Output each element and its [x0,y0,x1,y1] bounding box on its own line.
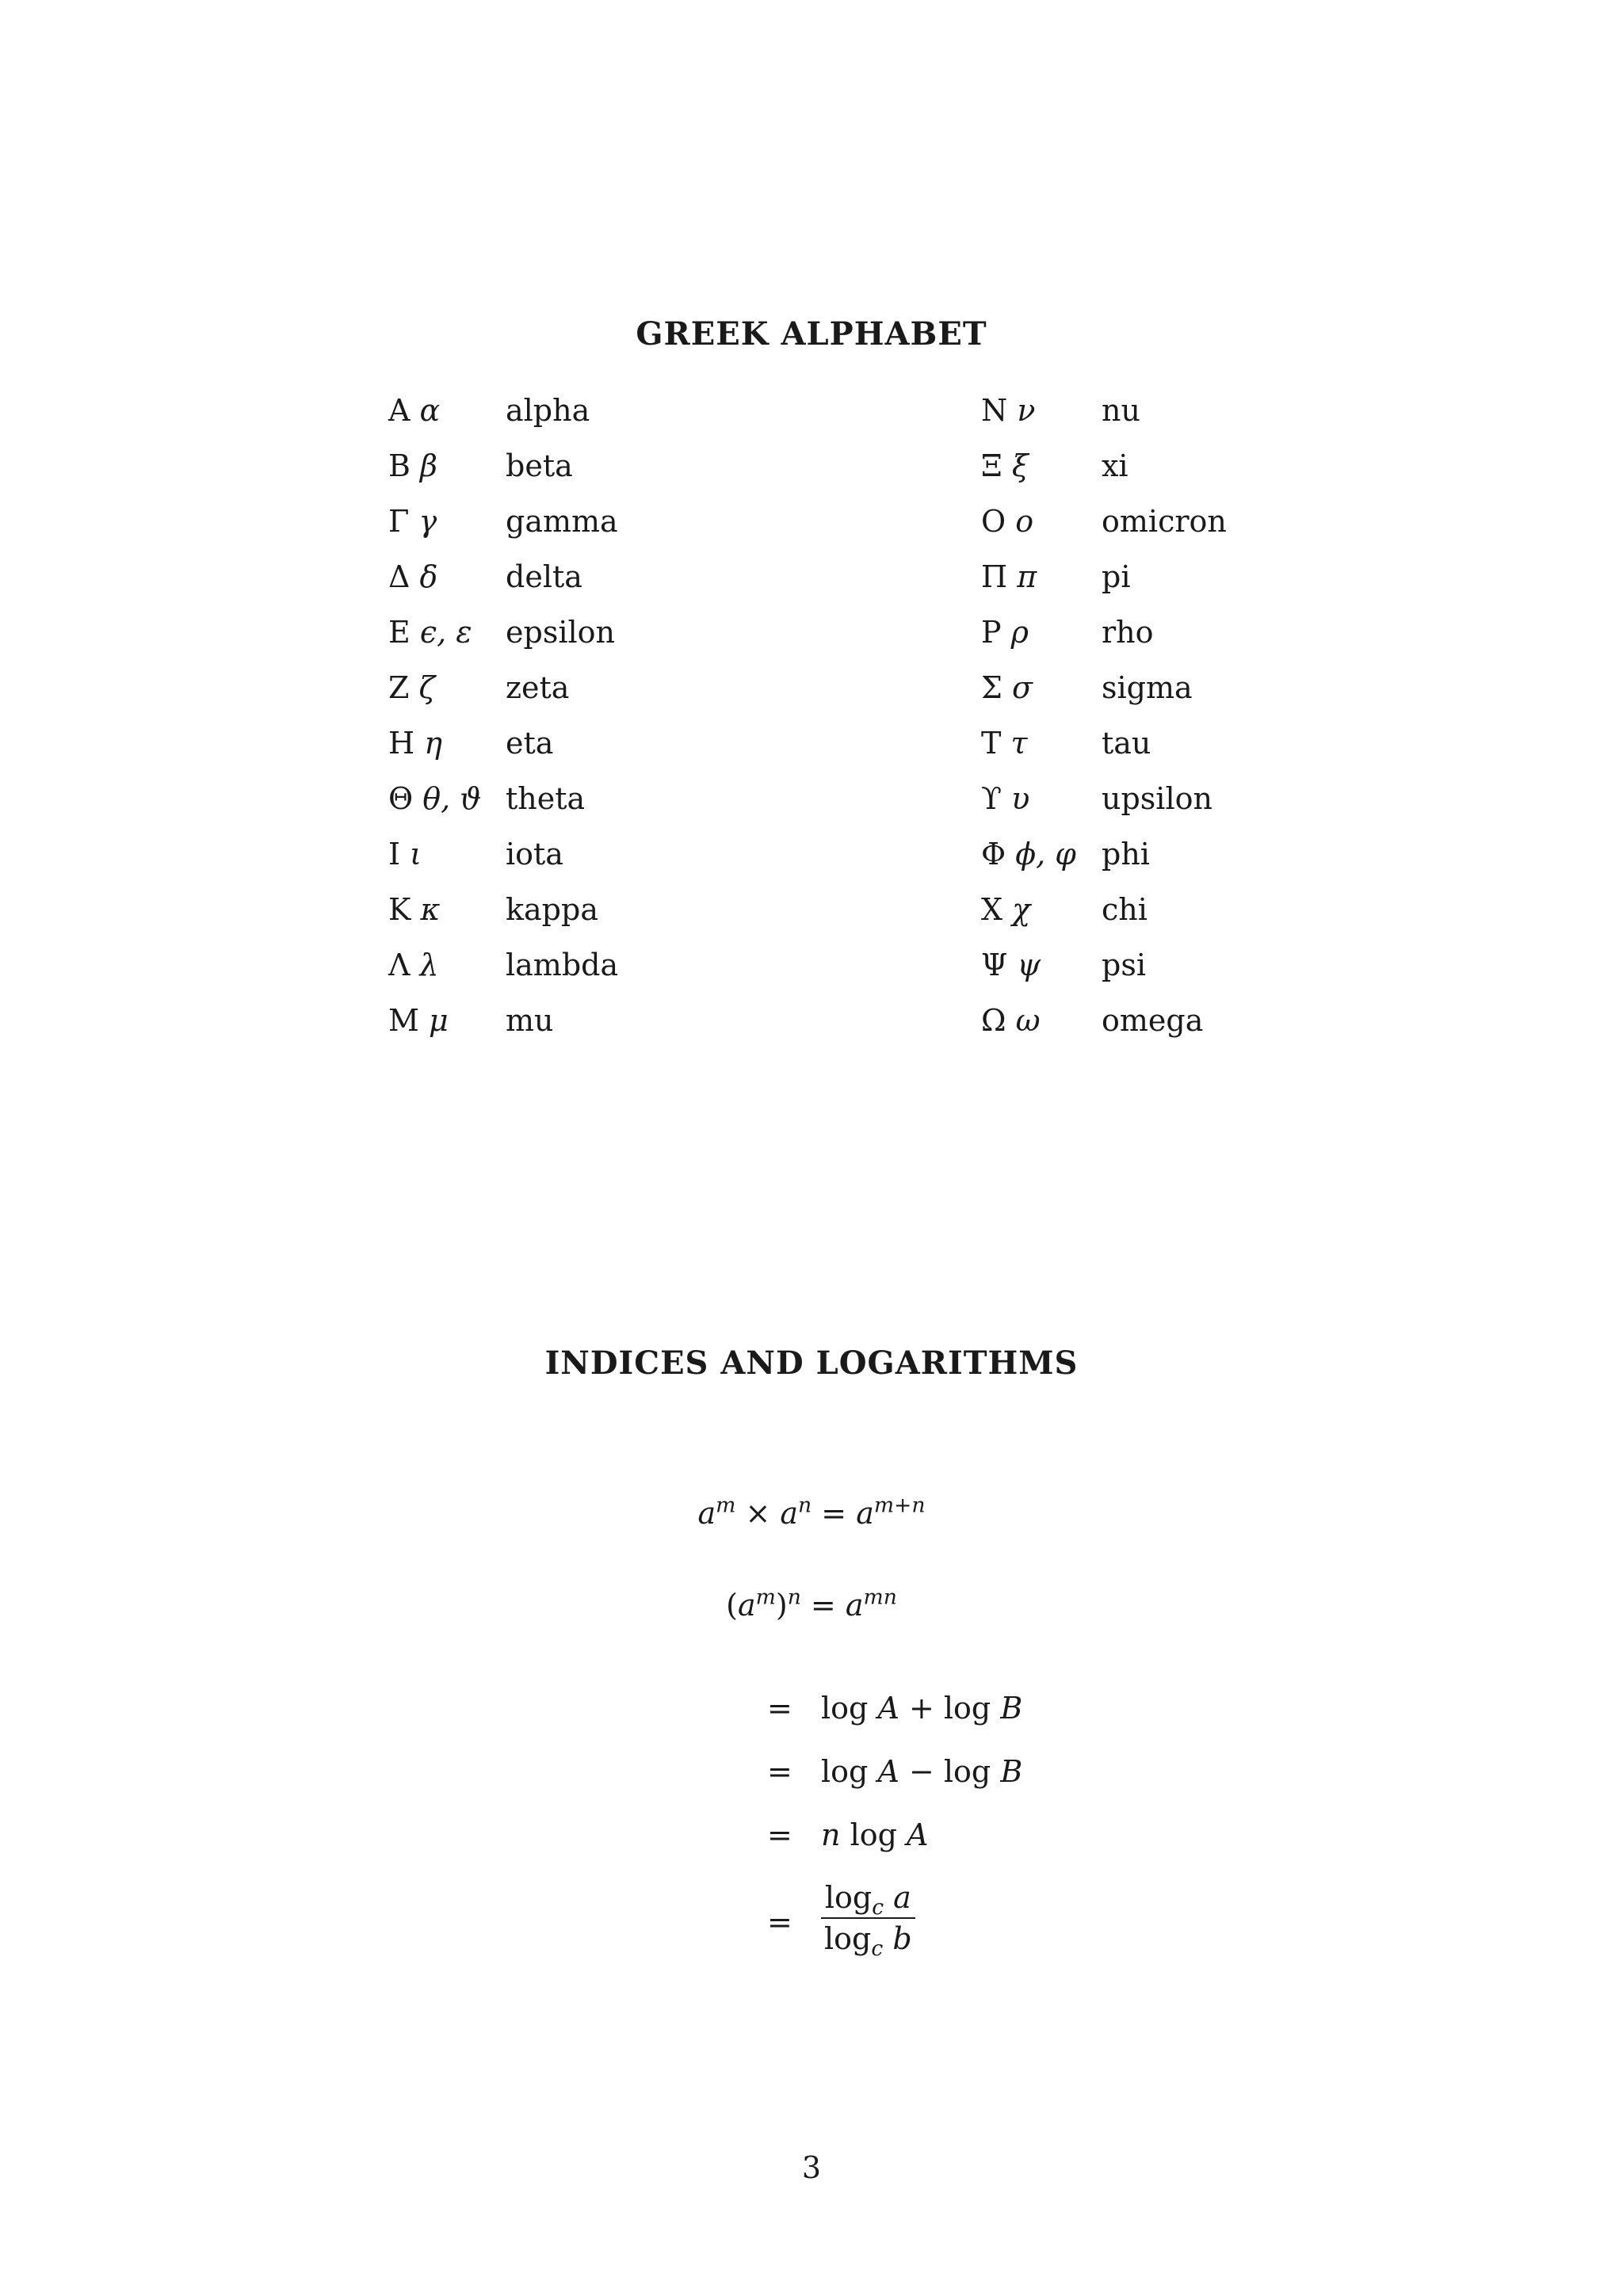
text: − log [899,1754,1001,1789]
spacer [410,948,419,982]
spacer [1002,781,1011,816]
greek-symbols [981,664,1033,711]
greek-letter-name: chi [1102,892,1148,927]
index-rule-power [70,1585,1553,1623]
greek-letter-name: gamma [506,504,618,539]
uppercase-letter: Θ [388,781,414,816]
fraction-denominator [821,1919,915,1961]
greek-letter-name: pi [1102,559,1131,594]
spacer [411,615,420,650]
symbol: a [856,1496,874,1531]
spacer [1002,615,1011,650]
uppercase-letter: P [981,615,1002,650]
greek-letter-name: nu [1102,393,1140,428]
log-rule-power [0,1817,929,1865]
page-number: 3 [801,2150,822,2185]
greek-alphabet-title: GREEK ALPHABET [636,315,987,353]
exponent: mn [863,1585,897,1610]
log-rule-quotient [0,1754,1023,1802]
exponent: n [798,1493,812,1518]
greek-symbols [981,498,1033,545]
greek-symbols [981,719,1027,767]
greek-letter-name: upsilon [1102,781,1212,816]
spacer [1006,1003,1016,1038]
text: + log [899,1691,1001,1726]
spacer [410,559,419,594]
greek-letter-name: epsilon [506,615,615,650]
lowercase-letter: ρ [1010,615,1029,650]
greek-symbols [388,442,437,490]
indices-logarithms-title: INDICES AND LOGARITHMS [544,1344,1079,1382]
variable: b [883,1921,912,1956]
greek-letter-name: rho [1102,615,1154,650]
uppercase-letter: M [388,1003,419,1038]
greek-symbols [388,719,442,767]
lowercase-letter: ξ [1011,448,1029,483]
operator: × [735,1496,781,1531]
greek-symbols [981,886,1030,933]
variable: B [1000,1754,1023,1789]
uppercase-letter: Π [981,559,1008,594]
exponent: m [716,1493,736,1518]
greek-symbols [981,941,1041,989]
greek-letter-name: beta [506,448,573,483]
subscript: c [871,1936,884,1961]
uppercase-letter: ϒ [981,781,1002,816]
equals-sign: = [767,1691,792,1726]
greek-letter-name: phi [1102,837,1150,871]
greek-symbols [388,886,440,933]
lowercase-letter: α [419,393,441,428]
greek-symbols [388,997,449,1044]
uppercase-letter: Δ [388,559,411,594]
greek-symbols [981,775,1029,822]
lowercase-letter: η [424,726,443,761]
uppercase-letter: B [388,448,411,483]
uppercase-letter: Ω [981,1003,1006,1038]
variable: A [877,1754,899,1789]
greek-symbols [388,941,439,989]
uppercase-letter: O [981,504,1006,539]
lowercase-letter: μ [429,1003,449,1038]
spacer [411,892,420,927]
index-rule-product [70,1493,1553,1531]
greek-letter-name: kappa [506,892,598,927]
greek-symbols [388,830,422,878]
lowercase-letter: ϵ, ε [419,615,472,650]
uppercase-letter: Ψ [981,948,1008,982]
operator: = [812,1496,857,1531]
fraction [821,1878,915,1961]
spacer [1006,837,1015,871]
lowercase-letter: ω [1015,1003,1041,1038]
subscript: c [872,1894,884,1920]
symbol: a [845,1588,864,1623]
spacer [410,393,419,428]
equals-sign: = [767,1817,792,1852]
uppercase-letter: Σ [981,670,1002,705]
symbol: a [737,1588,756,1623]
greek-symbols [981,387,1035,434]
uppercase-letter: E [388,615,411,650]
spacer [419,1003,429,1038]
spacer [414,726,424,761]
lowercase-letter: ϕ, φ [1015,837,1076,871]
uppercase-letter: Z [388,670,410,705]
lowercase-letter: χ [1012,892,1031,927]
variable: a [884,1880,911,1915]
text: log [821,1754,878,1789]
paren: ) [775,1588,788,1623]
uppercase-letter: Γ [388,504,410,539]
spacer [1002,892,1012,927]
greek-letter-name: delta [506,559,582,594]
variable: A [907,1817,929,1852]
greek-symbols [388,608,472,656]
greek-symbols [388,664,435,711]
greek-letter-name: alpha [506,393,590,428]
uppercase-letter: Ξ [981,448,1002,483]
equals-sign: = [767,1905,792,1939]
spacer [1007,559,1017,594]
lowercase-letter: ψ [1017,948,1041,982]
lowercase-letter: ι [410,837,422,871]
greek-letter-name: zeta [506,670,570,705]
uppercase-letter: Λ [388,948,411,982]
log-rule-change-of-base [0,1880,912,1976]
lowercase-letter: o [1015,504,1034,539]
greek-symbols [388,553,437,601]
text: log [824,1921,872,1956]
fraction-numerator [821,1878,915,1919]
paren: ( [726,1588,738,1623]
lowercase-letter: θ, ϑ [422,781,482,816]
operator: = [800,1588,846,1623]
spacer [411,448,420,483]
text: log [824,1880,873,1915]
lowercase-letter: γ [418,504,437,539]
log-rhs [821,1817,928,1852]
greek-letter-name: eta [506,726,554,761]
greek-symbols [981,997,1041,1044]
symbol: a [780,1496,799,1531]
uppercase-letter: Φ [981,837,1006,871]
lowercase-letter: β [420,448,437,483]
equals-sign: = [767,1754,792,1789]
greek-symbols [981,442,1029,490]
greek-letter-name: omega [1102,1003,1204,1038]
spacer [409,504,418,539]
lowercase-letter: υ [1011,781,1030,816]
lowercase-letter: κ [420,892,441,927]
lowercase-letter: σ [1011,670,1033,705]
variable: n [821,1817,841,1852]
exponent: m [755,1585,776,1610]
greek-letter-name: xi [1102,448,1128,483]
uppercase-letter: I [388,837,401,871]
log-rhs [821,1691,1022,1726]
greek-letter-name: theta [506,781,586,816]
spacer [1007,948,1017,982]
lowercase-letter: λ [419,948,439,982]
lowercase-letter: δ [419,559,438,594]
uppercase-letter: A [388,393,411,428]
greek-letter-name: sigma [1102,670,1193,705]
symbol: a [697,1496,716,1531]
greek-letter-name: iota [506,837,563,871]
variable: B [1000,1691,1023,1726]
greek-symbols [981,830,1076,878]
greek-letter-name: omicron [1102,504,1227,539]
greek-symbols [981,553,1037,601]
log-rule-product [0,1691,1023,1738]
greek-symbols [388,775,481,822]
lowercase-letter: ζ [418,670,436,705]
greek-letter-name: mu [506,1003,554,1038]
text: log [840,1817,907,1852]
greek-symbols [388,387,440,434]
uppercase-letter: H [388,726,415,761]
greek-letter-name: tau [1102,726,1151,761]
spacer [413,781,422,816]
spacer [400,837,410,871]
text: log [821,1691,878,1726]
greek-letter-name: lambda [506,948,619,982]
lowercase-letter: ν [1017,393,1036,428]
greek-symbols [981,608,1029,656]
spacer [1001,726,1010,761]
spacer [1006,504,1015,539]
lowercase-letter: π [1017,559,1037,594]
lowercase-letter: τ [1010,726,1028,761]
spacer [1002,448,1012,483]
uppercase-letter: K [388,892,411,927]
uppercase-letter: T [981,726,1002,761]
greek-symbols [388,498,437,545]
log-rhs [821,1878,915,1961]
greek-letter-name: psi [1102,948,1146,982]
exponent: m+n [873,1493,926,1518]
spacer [409,670,418,705]
spacer [1007,393,1017,428]
log-rhs [821,1754,1022,1789]
variable: A [877,1691,899,1726]
uppercase-letter: N [981,393,1008,428]
exponent: n [787,1585,801,1610]
uppercase-letter: X [981,892,1003,927]
spacer [1002,670,1012,705]
